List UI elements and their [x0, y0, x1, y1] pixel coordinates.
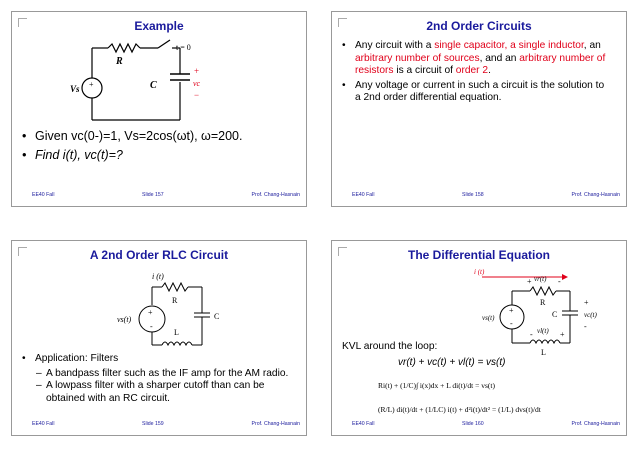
svg-text:vc: vc: [193, 79, 201, 88]
slide-example: [11, 11, 307, 207]
inductor-label: L: [174, 328, 179, 337]
vr-label: vr(t): [534, 275, 547, 283]
slide-differential-equation: [331, 240, 627, 436]
slide-2nd-order-circuits: [331, 11, 627, 207]
bullet-given: • Given vc(0-)=1, Vs=2cos(ωt), ω=200.: [22, 128, 292, 145]
sub-bandpass: – A bandpass filter such as the IF amp for the AM radio.: [36, 367, 289, 379]
vc-label: vc(t): [584, 311, 597, 319]
slide-title: The Differential Equation: [407, 248, 550, 262]
differential-equation: (R/L) di(t)/dt + (1/LC) i(t) + d²i(t)/dt² = (1/L) dvs(t)/dt: [378, 405, 541, 414]
bullet-list: [342, 40, 612, 107]
source-label: vs(t): [117, 315, 132, 324]
svg-text:-: -: [150, 322, 153, 331]
svg-text:-: -: [530, 330, 533, 339]
svg-text:+: +: [194, 66, 200, 76]
switch-time-label: t = 0: [176, 43, 191, 52]
kvl-text: [342, 341, 612, 354]
resistor-r: [530, 287, 556, 295]
slide-title: A 2nd Order RLC Circuit: [89, 248, 229, 262]
slide-footer: EE40 Fall Slide 159 Prof. Chang-Hasnain: [32, 421, 300, 427]
resistor-r: [162, 283, 188, 291]
bullet-definition: • Any circuit with a single capacitor, a single inductor, an arbitrary number of sources, and an arbitrary number of resistors is a circuit of order 2.: [342, 40, 612, 78]
kvl-equation: vr(t) + vc(t) + vl(t) = vs(t): [398, 357, 506, 368]
bullet-find: • Find i(t), vc(t)=?: [22, 147, 292, 164]
current-label: i (t): [152, 272, 164, 281]
svg-text:+: +: [560, 330, 565, 339]
slide-rlc-circuit: [11, 240, 307, 436]
rlc-circuit-diagram: [12, 265, 307, 360]
resistor-label: R: [540, 298, 546, 307]
svg-text:+: +: [584, 298, 589, 307]
current-label: i (t): [474, 268, 485, 276]
svg-text:-: -: [510, 319, 513, 328]
bullet-solution: • Any voltage or current in such a circuit is the solution to a 2nd order differential equation.: [342, 80, 612, 105]
svg-text:+: +: [527, 277, 532, 286]
integral-equation: Ri(t) + (1/C)∫ i(x)dx + L di(t)/dt = vs(t): [378, 381, 495, 390]
capacitor-label: C: [214, 312, 220, 321]
sub-lowpass: – A lowpass filter with a sharper cutoff than can be obtained with an RC circuit.: [36, 380, 265, 404]
slide-footer: EE40 Fall Slide 158 Prof. Chang-Hasnain: [352, 192, 620, 198]
resistor-label: R: [172, 296, 178, 305]
source-label: Vs: [70, 84, 80, 94]
slide-footer: EE40 Fall Slide 160 Prof. Chang-Hasnain: [352, 421, 620, 427]
slide-title: 2nd Order Circuits: [426, 19, 532, 33]
resistor-r: [108, 44, 140, 52]
svg-text:+: +: [509, 306, 514, 315]
bullet-list: [22, 353, 292, 405]
capacitor-label: C: [150, 80, 157, 91]
svg-text:−: −: [194, 90, 200, 100]
bullet-list: [22, 128, 292, 166]
svg-text:-: -: [558, 277, 561, 286]
inductor-label: L: [541, 348, 546, 357]
inductor-l: [162, 342, 192, 345]
slide-footer: EE40 Fall Slide 157 Prof. Chang-Hasnain: [32, 192, 300, 198]
resistor-label: R: [116, 56, 123, 67]
svg-text:-: -: [584, 322, 587, 331]
rc-circuit-diagram: [12, 30, 307, 140]
slide-title: Example: [134, 19, 184, 33]
kvl-heading: KVL around the loop:: [342, 341, 438, 352]
vl-label: vl(t): [537, 327, 549, 335]
bullet-application: • Application: Filters: [22, 353, 292, 366]
capacitor-label: C: [552, 310, 558, 319]
svg-text:+: +: [148, 308, 153, 317]
source-label: vs(t): [482, 314, 495, 322]
svg-text:+: +: [89, 80, 94, 89]
